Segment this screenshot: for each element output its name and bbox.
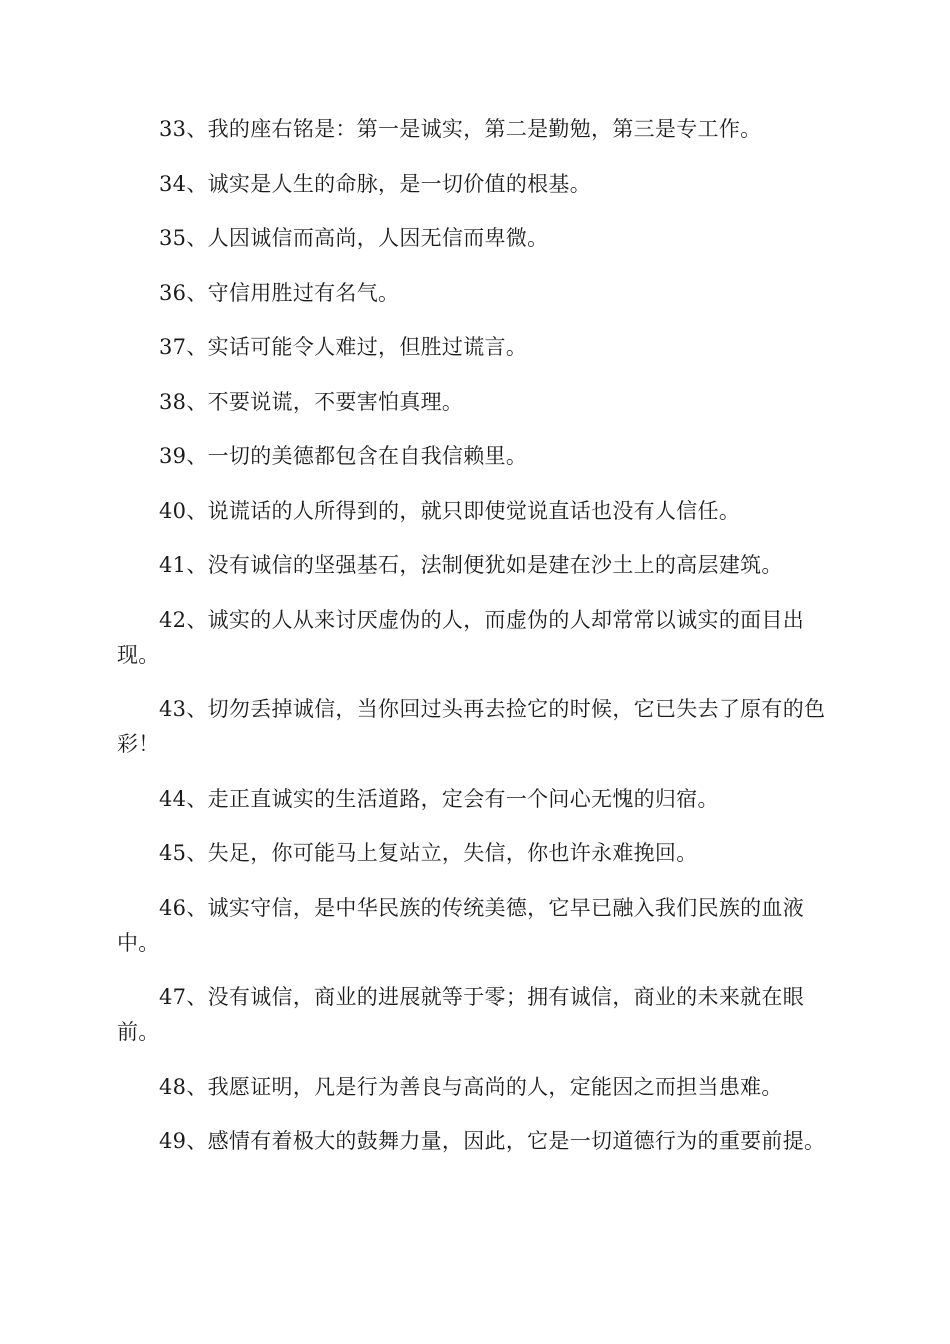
quote-42: 42、诚实的人从来讨厌虚伪的人，而虚伪的人却常常以诚实的面目出现。: [117, 607, 805, 667]
quote-45: 45、失足，你可能马上复站立，失信，你也许永难挽回。: [159, 841, 698, 865]
quote-35: 35、人因诚信而高尚，人因无信而卑微。: [159, 226, 549, 250]
quote-43: 43、切勿丢掉诚信，当你回过头再去捡它的时候，它已失去了原有的色彩！: [117, 697, 826, 756]
quote-49: 49、感情有着极大的鼓舞力量，因此，它是一切道德行为的重要前提。: [159, 1129, 826, 1153]
quote-37: 37、实话可能令人难过，但胜过谎言。: [159, 335, 528, 359]
quote-46: 46、诚实守信，是中华民族的传统美德，它早已融入我们民族的血液中。: [117, 895, 805, 955]
quote-48: 48、我愿证明，凡是行为善良与高尚的人，定能因之而担当患难。: [159, 1074, 783, 1099]
quote-41: 41、没有诚信的坚强基石，法制便犹如是建在沙土上的高层建筑。: [159, 553, 783, 577]
quote-40: 40、说谎话的人所得到的，就只即使觉说直话也没有人信任。: [159, 498, 741, 523]
quote-36: 36、守信用胜过有名气。: [159, 280, 400, 305]
quote-47: 47、没有诚信，商业的进展就等于零；拥有诚信，商业的未来就在眼前。: [117, 985, 805, 1044]
quote-34: 34、诚实是人生的命脉，是一切价值的根基。: [159, 171, 592, 196]
quote-33: 33、我的座右铭是：第一是诚实，第二是勤勉，第三是专工作。: [159, 117, 762, 141]
document-body: [117, 112, 833, 1179]
quote-38: 38、不要说谎，不要害怕真理。: [159, 389, 464, 414]
quote-39: 39、一切的美德都包含在自我信赖里。: [159, 444, 528, 468]
quote-44: 44、走正直诚实的生活道路，定会有一个问心无愧的归宿。: [159, 786, 719, 811]
